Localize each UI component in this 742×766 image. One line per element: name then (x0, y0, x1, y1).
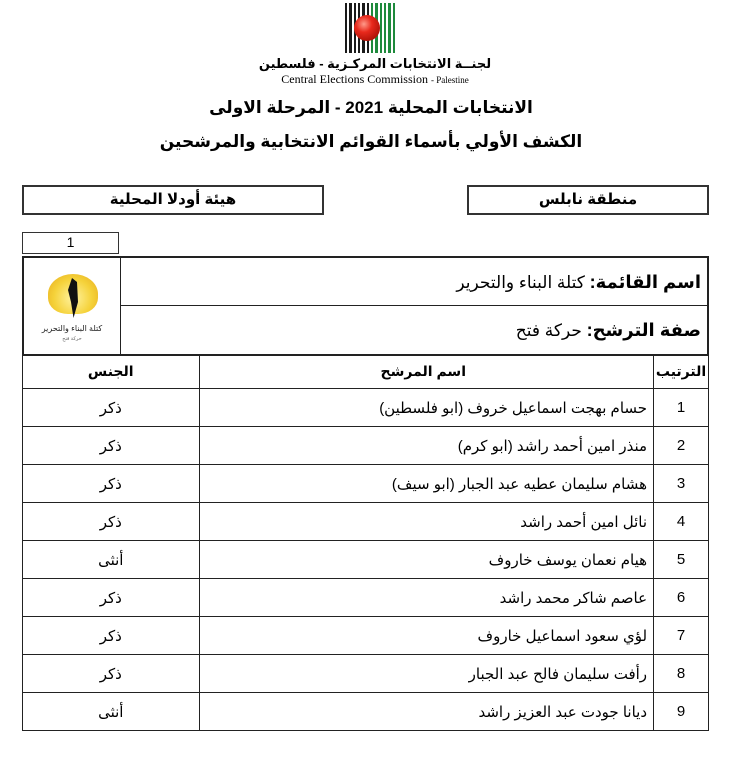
cell-gender: ذكر (23, 617, 200, 655)
candidates-table (22, 354, 709, 731)
cell-order: 8 (654, 655, 709, 693)
document-title: الانتخابات المحلية 2021 - المرحلة الاولى (209, 98, 533, 117)
cell-order: 9 (654, 693, 709, 731)
cell-order: 2 (654, 427, 709, 465)
list-info-box (22, 256, 709, 356)
table-row (23, 579, 709, 617)
party-emblem-cell (24, 258, 121, 354)
logo-ball-icon (354, 15, 380, 41)
cell-gender: ذكر (23, 465, 200, 503)
list-name-value: كتلة البناء والتحرير (456, 273, 585, 292)
list-number-box: 1 (22, 232, 119, 254)
table-row (23, 541, 709, 579)
cell-order: 5 (654, 541, 709, 579)
emblem-caption: كتلة البناء والتحرير (41, 324, 103, 333)
cell-gender: أنثى (23, 693, 200, 731)
cell-gender: ذكر (23, 579, 200, 617)
table-row (23, 617, 709, 655)
org-name-english-suffix: - Palestine (430, 75, 469, 85)
party-emblem-icon (42, 268, 104, 330)
cell-name: رأفت سليمان فالح عبد الجبار (199, 655, 654, 693)
cell-name: هيام نعمان يوسف خاروف (199, 541, 654, 579)
list-affiliation-value: حركة فتح (515, 321, 582, 340)
cell-name: نائل امين أحمد راشد (199, 503, 654, 541)
table-row (23, 389, 709, 427)
list-affiliation-row (121, 306, 707, 354)
cell-order: 7 (654, 617, 709, 655)
cell-order: 1 (654, 389, 709, 427)
table-row (23, 465, 709, 503)
cell-name: لؤي سعود اسماعيل خاروف (199, 617, 654, 655)
cell-name: ديانا جودت عبد العزيز راشد (199, 693, 654, 731)
table-row (23, 693, 709, 731)
list-affiliation-label: صفة الترشح: (586, 320, 701, 340)
emblem-subcaption: حركة فتح (62, 336, 82, 342)
cell-gender: أنثى (23, 541, 200, 579)
table-row (23, 427, 709, 465)
cell-name: عاصم شاكر محمد راشد (199, 579, 654, 617)
list-name-row (121, 258, 707, 306)
document-subtitle: الكشف الأولي بأسماء القوائم الانتخابية والمرشحين (159, 132, 583, 151)
table-header-row (23, 355, 709, 389)
cell-order: 3 (654, 465, 709, 503)
cell-name: منذر امين أحمد راشد (ابو كرم) (199, 427, 654, 465)
list-name-label: اسم القائمة: (589, 272, 701, 292)
table-row (23, 503, 709, 541)
org-name-arabic: لجنــة الانتخابات المركـزية - فلسطين (258, 56, 492, 71)
cell-name: حسام بهجت اسماعيل خروف (ابو فلسطين) (199, 389, 654, 427)
cec-logo (340, 3, 402, 55)
header-gender: الجنس (23, 355, 200, 389)
cell-gender: ذكر (23, 503, 200, 541)
header-order: الترتيب (654, 355, 709, 389)
cell-order: 6 (654, 579, 709, 617)
region-box: منطقة نابلس (467, 185, 709, 215)
header-name: اسم المرشح (199, 355, 654, 389)
cell-gender: ذكر (23, 655, 200, 693)
cell-gender: ذكر (23, 427, 200, 465)
org-name-english (250, 72, 500, 87)
org-name-english-main: Central Elections Commission (281, 72, 428, 86)
cell-name: هشام سليمان عطيه عبد الجبار (ابو سيف) (199, 465, 654, 503)
cell-gender: ذكر (23, 389, 200, 427)
local-authority-box: هيئة أودلا المحلية (22, 185, 324, 215)
table-row (23, 655, 709, 693)
cell-order: 4 (654, 503, 709, 541)
